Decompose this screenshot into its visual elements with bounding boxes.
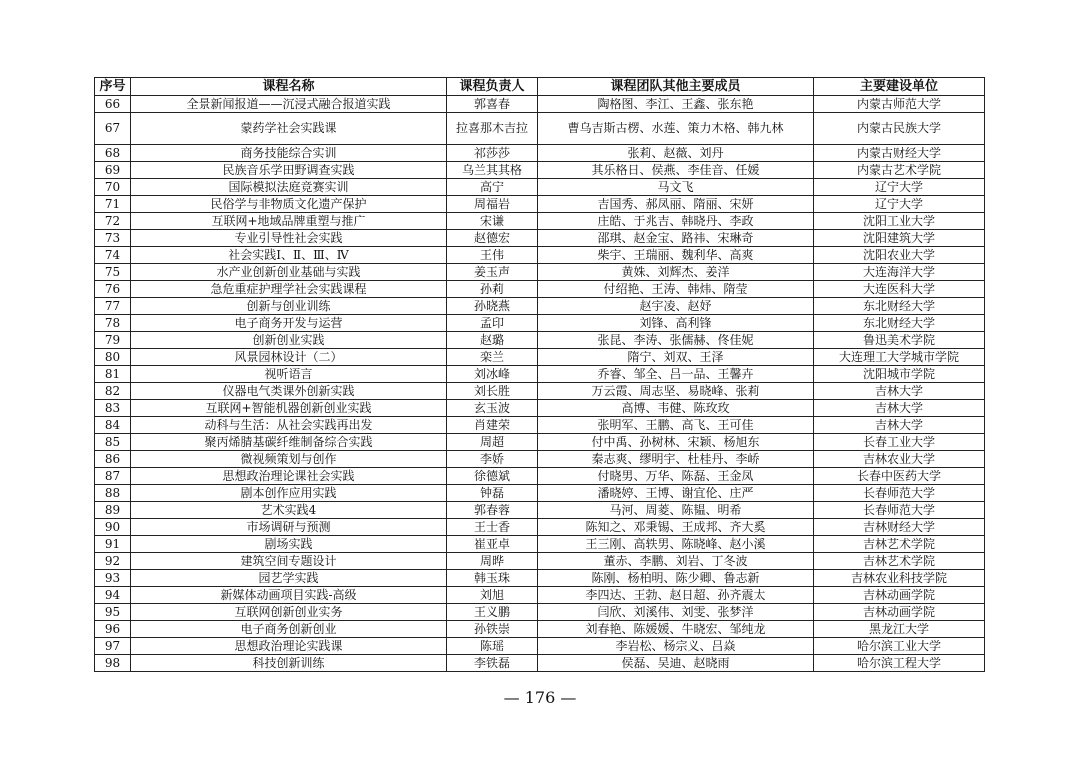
cell-no: 92 bbox=[95, 553, 131, 570]
cell-unit: 吉林农业科技学院 bbox=[814, 570, 985, 587]
cell-course-name: 急危重症护理学社会实践课程 bbox=[131, 281, 447, 298]
cell-unit: 大连医科大学 bbox=[814, 281, 985, 298]
table-row bbox=[95, 638, 985, 655]
cell-team-members: 曹乌吉斯古楞、水莲、策力木格、韩九林 bbox=[538, 113, 814, 145]
table-row bbox=[95, 434, 985, 451]
cell-course-lead: 宋谦 bbox=[447, 213, 538, 230]
cell-course-lead: 刘旭 bbox=[447, 587, 538, 604]
cell-course-name: 全景新闻报道——沉浸式融合报道实践 bbox=[131, 96, 447, 113]
cell-team-members: 李四达、王勃、赵日超、孙齐震太 bbox=[538, 587, 814, 604]
cell-unit: 吉林动画学院 bbox=[814, 587, 985, 604]
cell-no: 90 bbox=[95, 519, 131, 536]
cell-course-name: 互联网+智能机器创新创业实践 bbox=[131, 400, 447, 417]
cell-no: 77 bbox=[95, 298, 131, 315]
cell-team-members: 陶格图、李江、王鑫、张东艳 bbox=[538, 96, 814, 113]
cell-team-members: 刘锋、高利锋 bbox=[538, 315, 814, 332]
cell-no: 74 bbox=[95, 247, 131, 264]
cell-course-lead: 乌兰其其格 bbox=[447, 162, 538, 179]
cell-team-members: 陈刚、杨柏明、陈少卿、鲁志新 bbox=[538, 570, 814, 587]
cell-no: 68 bbox=[95, 145, 131, 162]
table-row bbox=[95, 553, 985, 570]
cell-no: 82 bbox=[95, 383, 131, 400]
cell-team-members: 闫欣、刘溪伟、刘雯、张梦洋 bbox=[538, 604, 814, 621]
cell-course-name: 剧本创作应用实践 bbox=[131, 485, 447, 502]
cell-course-lead: 孙莉 bbox=[447, 281, 538, 298]
cell-course-name: 创新与创业训练 bbox=[131, 298, 447, 315]
cell-unit: 吉林大学 bbox=[814, 400, 985, 417]
cell-no: 98 bbox=[95, 655, 131, 672]
cell-course-name: 互联网+地域品牌重塑与推广 bbox=[131, 213, 447, 230]
cell-course-name: 微视频策划与创作 bbox=[131, 451, 447, 468]
cell-no: 83 bbox=[95, 400, 131, 417]
course-table-container bbox=[94, 77, 984, 672]
cell-unit: 长春师范大学 bbox=[814, 485, 985, 502]
cell-team-members: 吉国秀、郝凤丽、隋丽、宋妍 bbox=[538, 196, 814, 213]
table-row bbox=[95, 655, 985, 672]
cell-team-members: 马河、周菱、陈韫、明希 bbox=[538, 502, 814, 519]
cell-no: 95 bbox=[95, 604, 131, 621]
table-row bbox=[95, 281, 985, 298]
cell-team-members: 付晓男、万华、陈磊、王金凤 bbox=[538, 468, 814, 485]
cell-no: 67 bbox=[95, 113, 131, 145]
table-row bbox=[95, 417, 985, 434]
cell-unit: 长春工业大学 bbox=[814, 434, 985, 451]
cell-course-name: 蒙药学社会实践课 bbox=[131, 113, 447, 145]
cell-no: 76 bbox=[95, 281, 131, 298]
cell-team-members: 柴宇、王瑞丽、魏利华、高爽 bbox=[538, 247, 814, 264]
cell-team-members: 高博、韦健、陈玫玫 bbox=[538, 400, 814, 417]
cell-unit: 内蒙古财经大学 bbox=[814, 145, 985, 162]
header-course-lead: 课程负责人 bbox=[447, 78, 538, 96]
cell-course-name: 创新创业实践 bbox=[131, 332, 447, 349]
cell-unit: 黑龙江大学 bbox=[814, 621, 985, 638]
cell-course-name: 国际模拟法庭竞赛实训 bbox=[131, 179, 447, 196]
cell-team-members: 付绍艳、王涛、韩炜、隋莹 bbox=[538, 281, 814, 298]
cell-team-members: 张莉、赵薇、刘丹 bbox=[538, 145, 814, 162]
cell-no: 72 bbox=[95, 213, 131, 230]
table-row bbox=[95, 604, 985, 621]
cell-no: 91 bbox=[95, 536, 131, 553]
table-row bbox=[95, 383, 985, 400]
cell-course-lead: 周晔 bbox=[447, 553, 538, 570]
cell-team-members: 陈知之、邓秉锡、王成邦、齐大奚 bbox=[538, 519, 814, 536]
table-row bbox=[95, 621, 985, 638]
cell-unit: 长春师范大学 bbox=[814, 502, 985, 519]
table-row bbox=[95, 247, 985, 264]
cell-course-name: 建筑空间专题设计 bbox=[131, 553, 447, 570]
table-row bbox=[95, 196, 985, 213]
header-unit: 主要建设单位 bbox=[814, 78, 985, 96]
cell-no: 71 bbox=[95, 196, 131, 213]
cell-team-members: 李岩松、杨宗义、吕焱 bbox=[538, 638, 814, 655]
cell-team-members: 潘晓婷、王博、谢宜伦、庄严 bbox=[538, 485, 814, 502]
cell-course-lead: 徐德斌 bbox=[447, 468, 538, 485]
cell-unit: 沈阳农业大学 bbox=[814, 247, 985, 264]
table-row bbox=[95, 113, 985, 145]
cell-course-name: 视听语言 bbox=[131, 366, 447, 383]
cell-unit: 内蒙古艺术学院 bbox=[814, 162, 985, 179]
cell-course-lead: 李娇 bbox=[447, 451, 538, 468]
cell-unit: 大连理工大学城市学院 bbox=[814, 349, 985, 366]
cell-course-lead: 王义鹏 bbox=[447, 604, 538, 621]
cell-course-lead: 郭喜春 bbox=[447, 96, 538, 113]
header-team-members: 课程团队其他主要成员 bbox=[538, 78, 814, 96]
table-row bbox=[95, 315, 985, 332]
cell-unit: 大连海洋大学 bbox=[814, 264, 985, 281]
table-row bbox=[95, 332, 985, 349]
cell-course-name: 专业引导性社会实践 bbox=[131, 230, 447, 247]
table-row bbox=[95, 264, 985, 281]
table-row bbox=[95, 349, 985, 366]
table-row bbox=[95, 468, 985, 485]
cell-team-members: 秦志爽、缪明宇、杜桂丹、李峤 bbox=[538, 451, 814, 468]
table-row bbox=[95, 145, 985, 162]
cell-team-members: 隋宁、刘双、王泽 bbox=[538, 349, 814, 366]
header-course-name: 课程名称 bbox=[131, 78, 447, 96]
cell-course-lead: 姜玉声 bbox=[447, 264, 538, 281]
cell-course-name: 动科与生活：从社会实践再出发 bbox=[131, 417, 447, 434]
cell-unit: 哈尔滨工业大学 bbox=[814, 638, 985, 655]
cell-course-lead: 李铁磊 bbox=[447, 655, 538, 672]
cell-course-lead: 郭春蓉 bbox=[447, 502, 538, 519]
cell-team-members: 万云霞、周志坚、易晓峰、张莉 bbox=[538, 383, 814, 400]
cell-team-members: 庄皓、于兆吉、韩晓丹、李政 bbox=[538, 213, 814, 230]
cell-no: 96 bbox=[95, 621, 131, 638]
cell-course-lead: 孟印 bbox=[447, 315, 538, 332]
cell-unit: 吉林农业大学 bbox=[814, 451, 985, 468]
cell-no: 87 bbox=[95, 468, 131, 485]
table-row bbox=[95, 451, 985, 468]
cell-course-lead: 栾兰 bbox=[447, 349, 538, 366]
cell-course-name: 科技创新训练 bbox=[131, 655, 447, 672]
table-row bbox=[95, 213, 985, 230]
cell-course-name: 民俗学与非物质文化遗产保护 bbox=[131, 196, 447, 213]
cell-team-members: 付中禹、孙树林、宋颖、杨旭东 bbox=[538, 434, 814, 451]
table-row bbox=[95, 536, 985, 553]
cell-course-name: 仪器电气类课外创新实践 bbox=[131, 383, 447, 400]
cell-no: 78 bbox=[95, 315, 131, 332]
cell-no: 66 bbox=[95, 96, 131, 113]
table-row bbox=[95, 502, 985, 519]
cell-course-lead: 孙晓燕 bbox=[447, 298, 538, 315]
cell-course-lead: 祁莎莎 bbox=[447, 145, 538, 162]
cell-course-lead: 周超 bbox=[447, 434, 538, 451]
cell-course-lead: 孙铁崇 bbox=[447, 621, 538, 638]
table-row bbox=[95, 179, 985, 196]
cell-no: 69 bbox=[95, 162, 131, 179]
cell-team-members: 其乐格日、侯燕、李佳音、任媛 bbox=[538, 162, 814, 179]
cell-no: 70 bbox=[95, 179, 131, 196]
cell-unit: 内蒙古师范大学 bbox=[814, 96, 985, 113]
cell-unit: 辽宁大学 bbox=[814, 179, 985, 196]
cell-course-lead: 拉喜那木吉拉 bbox=[447, 113, 538, 145]
cell-course-name: 剧场实践 bbox=[131, 536, 447, 553]
cell-course-name: 思想政治理论实践课 bbox=[131, 638, 447, 655]
table-header-row bbox=[95, 78, 985, 96]
table-row bbox=[95, 96, 985, 113]
page-number: — 176 — bbox=[503, 688, 577, 707]
cell-no: 93 bbox=[95, 570, 131, 587]
course-table bbox=[94, 77, 985, 672]
cell-no: 75 bbox=[95, 264, 131, 281]
cell-no: 86 bbox=[95, 451, 131, 468]
cell-no: 97 bbox=[95, 638, 131, 655]
cell-course-lead: 王伟 bbox=[447, 247, 538, 264]
cell-unit: 吉林财经大学 bbox=[814, 519, 985, 536]
cell-course-name: 电子商务创新创业 bbox=[131, 621, 447, 638]
cell-team-members: 王三刚、高轶男、陈晓峰、赵小溪 bbox=[538, 536, 814, 553]
table-row bbox=[95, 162, 985, 179]
cell-no: 73 bbox=[95, 230, 131, 247]
cell-team-members: 马文飞 bbox=[538, 179, 814, 196]
cell-course-name: 互联网创新创业实务 bbox=[131, 604, 447, 621]
cell-course-name: 思想政治理论课社会实践 bbox=[131, 468, 447, 485]
cell-course-lead: 刘长胜 bbox=[447, 383, 538, 400]
cell-course-name: 艺术实践4 bbox=[131, 502, 447, 519]
cell-course-name: 风景园林设计（二） bbox=[131, 349, 447, 366]
cell-course-lead: 钟磊 bbox=[447, 485, 538, 502]
cell-unit: 哈尔滨工程大学 bbox=[814, 655, 985, 672]
cell-unit: 沈阳城市学院 bbox=[814, 366, 985, 383]
cell-team-members: 董赤、李鹏、刘岩、丁冬波 bbox=[538, 553, 814, 570]
header-no: 序号 bbox=[95, 78, 131, 96]
table-row bbox=[95, 400, 985, 417]
cell-unit: 东北财经大学 bbox=[814, 315, 985, 332]
cell-unit: 吉林大学 bbox=[814, 383, 985, 400]
cell-team-members: 侯磊、吴迪、赵晓雨 bbox=[538, 655, 814, 672]
cell-unit: 沈阳工业大学 bbox=[814, 213, 985, 230]
table-row bbox=[95, 298, 985, 315]
cell-course-lead: 崔亚卓 bbox=[447, 536, 538, 553]
cell-course-name: 水产业创新创业基础与实践 bbox=[131, 264, 447, 281]
table-row bbox=[95, 366, 985, 383]
cell-no: 88 bbox=[95, 485, 131, 502]
cell-team-members: 刘春艳、陈媛媛、牛晓宏、邹纯龙 bbox=[538, 621, 814, 638]
cell-unit: 吉林艺术学院 bbox=[814, 536, 985, 553]
cell-team-members: 黄姝、刘辉杰、姜洋 bbox=[538, 264, 814, 281]
cell-unit: 吉林大学 bbox=[814, 417, 985, 434]
cell-unit: 辽宁大学 bbox=[814, 196, 985, 213]
cell-course-name: 园艺学实践 bbox=[131, 570, 447, 587]
cell-unit: 鲁迅美术学院 bbox=[814, 332, 985, 349]
cell-team-members: 乔睿、邹全、吕一品、王馨卉 bbox=[538, 366, 814, 383]
cell-no: 85 bbox=[95, 434, 131, 451]
cell-team-members: 张昆、李涛、张儒赫、佟佳妮 bbox=[538, 332, 814, 349]
cell-course-lead: 赵璐 bbox=[447, 332, 538, 349]
cell-course-name: 聚丙烯腈基碳纤维制备综合实践 bbox=[131, 434, 447, 451]
cell-course-lead: 高宁 bbox=[447, 179, 538, 196]
cell-team-members: 张明军、王鹏、高飞、王可佳 bbox=[538, 417, 814, 434]
table-body bbox=[95, 96, 985, 672]
cell-team-members: 邵琪、赵金宝、路祎、宋琳奇 bbox=[538, 230, 814, 247]
cell-unit: 沈阳建筑大学 bbox=[814, 230, 985, 247]
cell-unit: 长春中医药大学 bbox=[814, 468, 985, 485]
cell-course-lead: 刘冰峰 bbox=[447, 366, 538, 383]
cell-course-name: 民族音乐学田野调查实践 bbox=[131, 162, 447, 179]
table-row bbox=[95, 570, 985, 587]
cell-course-lead: 王士香 bbox=[447, 519, 538, 536]
cell-no: 79 bbox=[95, 332, 131, 349]
cell-unit: 吉林动画学院 bbox=[814, 604, 985, 621]
cell-no: 94 bbox=[95, 587, 131, 604]
cell-course-name: 商务技能综合实训 bbox=[131, 145, 447, 162]
cell-no: 80 bbox=[95, 349, 131, 366]
cell-course-lead: 韩玉珠 bbox=[447, 570, 538, 587]
cell-unit: 吉林艺术学院 bbox=[814, 553, 985, 570]
cell-course-lead: 陈瑶 bbox=[447, 638, 538, 655]
cell-no: 89 bbox=[95, 502, 131, 519]
cell-no: 84 bbox=[95, 417, 131, 434]
cell-course-name: 社会实践Ⅰ、Ⅱ、Ⅲ、Ⅳ bbox=[131, 247, 447, 264]
cell-unit: 内蒙古民族大学 bbox=[814, 113, 985, 145]
cell-course-lead: 赵德宏 bbox=[447, 230, 538, 247]
cell-course-lead: 玄玉波 bbox=[447, 400, 538, 417]
cell-no: 81 bbox=[95, 366, 131, 383]
cell-unit: 东北财经大学 bbox=[814, 298, 985, 315]
table-row bbox=[95, 230, 985, 247]
cell-course-lead: 肖建荣 bbox=[447, 417, 538, 434]
cell-course-name: 电子商务开发与运营 bbox=[131, 315, 447, 332]
table-row bbox=[95, 485, 985, 502]
cell-course-name: 新媒体动画项目实践-高级 bbox=[131, 587, 447, 604]
cell-course-name: 市场调研与预测 bbox=[131, 519, 447, 536]
cell-team-members: 赵宇凌、赵妤 bbox=[538, 298, 814, 315]
cell-course-lead: 周福岩 bbox=[447, 196, 538, 213]
table-row bbox=[95, 519, 985, 536]
table-row bbox=[95, 587, 985, 604]
